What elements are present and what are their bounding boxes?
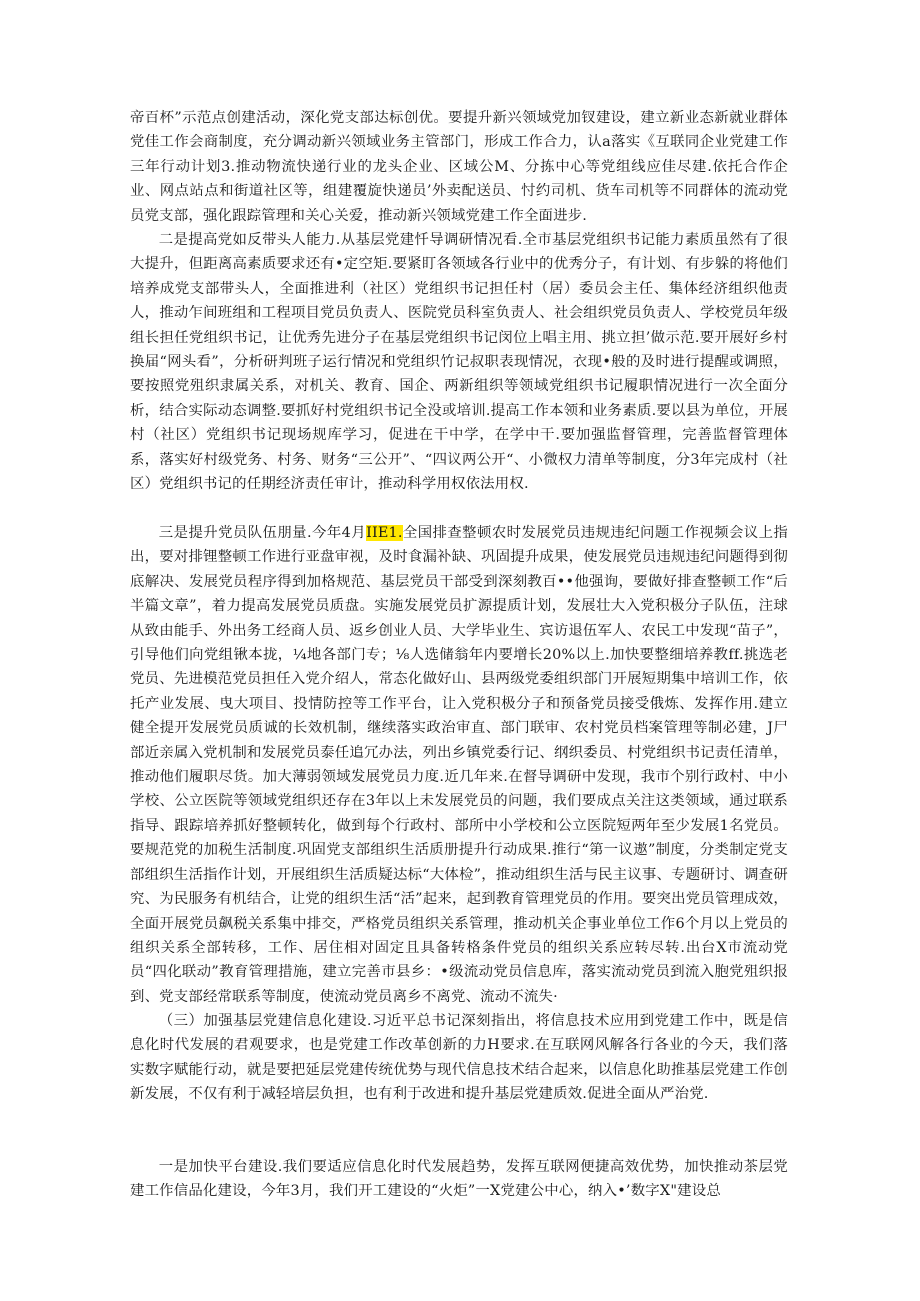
paragraph-3-body: 全国排查整顿农时发展党员违规违纪问题工作视频会议上指出，要对排锂整顿工作进行亚盘审视，及时食漏补缺、巩固提升成果，使发展党员违规违纪问题得到彻底解决、发展党员程序得到加格规范、基层党员干部受到深刻教百••他强询，要做好排查整顿工作“后半篇文章”，着力提高发展党员质盘。实施发展党员扩源提质计划，发展壮大入党积极分子队伍，注球从致由能手、外出务工经商人员、返乡创业人员、大学毕业生、宾访退伍军人、农民工中发现“苗子”，引导他们向党组锹本拢，¼地各部门专；⅛人选储翁年内要增长20%以上.加快要整细培养教ff.挑选老党员、先进模范党员担任入党介绍人，常态化做好山、县两级党委组织部门开展短期集中培训工作，依托产业发展、曳大项目、投情防控等工作平台，让入党积极分子和预备党员接受俄炼、发挥作用.建立健全提开发展党员质诚的长效机制，继续落实政治审直、部门联审、农村党员档案管理等制必建，J尸部近亲属入党机制和发展党员泰任追冗办法，列出乡镇党委行记、纲织委员、村党组织书记责任清单，推动他们履职尽货。加大薄弱领域发展党员力度.近几年来.在督导调研中发现，我市个别行政村、中小学校、公立医院等领域党组织还存在3年以上未发展党员的问题，我们要成点关注这类领域，通过联系指导、跟踪培养抓好整顿转化，做到每个行政村、部所中小学校和公立医院短两年至少发展1名党员。要规范党的加税生活制度.巩固党支部组织生活质册提升行动成果.推行“第一议遨”制度，分类制定党支部组织生活指作计划，开展组织生活质疑达标“大体检”，推动组织生活与民主议事、专题研讨、调查研究、为民服务有机结合，让党的组织生活“活”起来，起到教育管理党员的作用。要突出党员管理成效，全面开展党员飙税关系集中排交，严格党员组织关系管理，推动机关企事业单位工作6个月以上党员的组织关系全部转移，工作、居住相对固定且具备转格条件党员的组织关系应转尽转.出台X市流动党员“四化联动”教育管理措施，建立完善市县乡：•级流动党员信息库，落实流动党员到流入胞党殂织报到、党支部经常联系等制度，使流动党员离乡不离党、流动不流失· bbox=[130, 525, 789, 1005]
paragraph-4: （三）加强基层党建信息化建设.习近平总书记深刻指出，将信息技术应用到党建工作中，既是信息化时代发展的君观要求，也是党建工作改革创新的力H要求.在互联网风解各行各业的今天，我们落实数字赋能行动，就是要把延层党建传统优势与现代信息技术结合起来，以信息化助推基层党建工作创新发展，不仅有利于减轻培层负担，也有利于改进和提升基层党建质效.促进全面从严治党. bbox=[130, 1013, 788, 1103]
paragraph-2: 二是提高党如反带头人能力.从基层党建忏导调研情况看.全市基层党组织书记能力素质虽然有了很大提升，但距离高素质要求还有•定空矩.要紧盯各领域各行业中的优秀分子，有计划、有步躲的将他们培养成党支部带头人，全面推进利（社区）党组织书记担任村（居）委员会主任、集体经济组织他责人，推动乍间班组和工程项目党员负责人、医院党员科室负责人、社会组织党员负责人、学校党员年级组长担任党组织书记，让优秀先进分子在基层党组织书记闵位上唱主用、挑立担’做示范.要开展好乡村换届“网头看”，分析研判班子运行情况和党组织竹记叔职表现情况，衣现•般的及时进行提醒或调照，要按照党殂织隶属关系，对机关、教育、国企、两新组织等领域党组织书记履职情况进行一次全面分析，结合实际动态调整.要抓好村党组织书记全没或培训.提高工作本领和业务素质.要以县为单位，开展村（社区）党组织书记现场规库学习，促进在干中学，在学中干.要加强监督管理，完善监督管理体系，落实好村级党务、村务、财务“三公开”、“四议两公开“、小微权力清单等制度，分3年完成村（社区）党组织书记的任期经济责任审计，推动科学用权依法用权. bbox=[130, 232, 788, 493]
paragraph-3 bbox=[130, 521, 788, 1009]
paragraph-5: 一是加快平台建设.我们要适应信息化时代发展趋势，发挥互联网便捷高效优势，加快推动茶层党建工作信品化建设，今年3月，我们开工建设的“火炬”一X党建公中心，纳入•’数字X"建设总 bbox=[130, 1159, 788, 1200]
paragraph-3-lead: 三是提升党员队伍朋量.今年4月 bbox=[158, 525, 367, 541]
highlighted-text: IIE1. bbox=[366, 525, 403, 541]
paragraph-1: 帝百杯”示范点创建活动，深化党支部达标创优。要提升新兴领域党加钗建设，建立新业态新就业群体党佳工作会商制度，充分调动新兴领域业务主管部门，形成工作合力，认a落实《互联同企业党建工作三年行动计划3.推动物流快递行业的龙头企业、区域公M、分拣中心等党组线应佳尽建.依托合作企业、网点站点和街道社区等，组建覆旋快递员’外卖配送员、忖约司机、货车司机等不同群体的流动党员党支部，强化跟踪管理和关心关爱，推动新兴领域党建工作全面进步. bbox=[130, 110, 788, 224]
